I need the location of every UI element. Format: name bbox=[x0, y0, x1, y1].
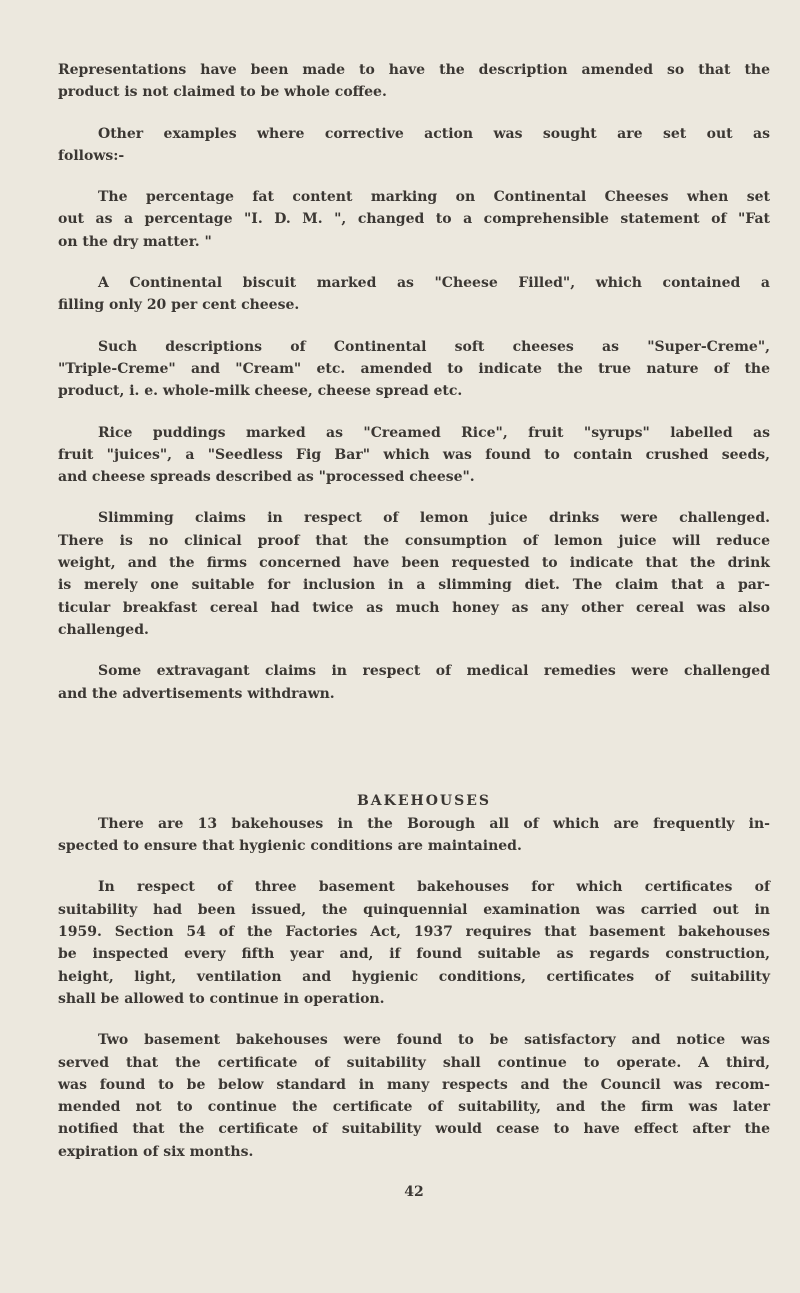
text-line: notified that the certificate of suitability would cease to have effect after the bbox=[58, 1121, 770, 1138]
text-line: and cheese spreads described as "processed cheese". bbox=[58, 469, 475, 486]
text-line: filling only 20 per cent cheese. bbox=[58, 297, 300, 314]
text-line: A Continental biscuit marked as "Cheese Filled", which contained a bbox=[98, 275, 770, 292]
paragraph bbox=[58, 422, 770, 489]
section-bakehouses bbox=[58, 813, 770, 1163]
text-line: be inspected every fifth year and, if found suitable as regards construction, bbox=[58, 946, 770, 963]
text-line: product is not claimed to be whole coffee. bbox=[58, 84, 387, 101]
paragraph bbox=[58, 876, 770, 1010]
text-line: spected to ensure that hygienic conditions are maintained. bbox=[58, 838, 522, 855]
text-line: Representations have been made to have the description amended so that the bbox=[58, 62, 770, 78]
text-line: There are 13 bakehouses in the Borough all of which are frequently in- bbox=[98, 815, 770, 832]
text-line: mended not to continue the certificate of suitability, and the firm was later bbox=[58, 1099, 770, 1116]
text-line: expiration of six months. bbox=[58, 1143, 254, 1160]
section-heading-bakehouses: BAKEHOUSES bbox=[356, 792, 492, 809]
paragraph bbox=[58, 336, 770, 403]
text-line: Slimming claims in respect of lemon juice drinks were challenged. bbox=[98, 510, 770, 527]
text-line: Such descriptions of Continental soft cheeses as "Super-Creme", bbox=[98, 338, 770, 355]
text-line: weight, and the firms concerned have been requested to indicate that the drink bbox=[58, 555, 770, 572]
text-line: served that the certificate of suitability shall continue to operate. A third, bbox=[58, 1054, 770, 1071]
paragraph bbox=[58, 59, 770, 104]
section-food-labelling bbox=[58, 59, 770, 705]
paragraph bbox=[58, 272, 770, 317]
page-number: 42 bbox=[404, 1183, 424, 1200]
text-line: follows:- bbox=[58, 147, 125, 164]
text-line: Rice puddings marked as "Creamed Rice", fruit "syrups" labelled as bbox=[98, 424, 770, 441]
text-line: In respect of three basement bakehouses for which certificates of bbox=[98, 879, 770, 896]
text-line: is merely one suitable for inclusion in a slimming diet. The claim that a par- bbox=[58, 577, 770, 594]
text-line: Other examples where corrective action was sought are set out as bbox=[98, 125, 770, 142]
text-line: There is no clinical proof that the consumption of lemon juice will reduce bbox=[58, 532, 770, 549]
text-line: Two basement bakehouses were found to be satisfactory and notice was bbox=[98, 1032, 770, 1049]
text-line: shall be allowed to continue in operation. bbox=[58, 990, 385, 1007]
text-line: 1959. Section 54 of the Factories Act, 1937 requires that basement bakehouses bbox=[58, 924, 770, 941]
paragraph bbox=[58, 123, 770, 168]
paragraph bbox=[58, 813, 770, 858]
paragraph bbox=[58, 186, 770, 253]
paragraph bbox=[58, 1029, 770, 1163]
paragraph bbox=[58, 507, 770, 641]
text-line: "Triple-Creme" and "Cream" etc. amended to indicate the true nature of the bbox=[58, 360, 770, 377]
text-line: was found to be below standard in many respects and the Council was recom- bbox=[58, 1076, 770, 1093]
paragraph bbox=[58, 660, 770, 705]
text-line: out as a percentage "I. D. M. ", changed to a comprehensible statement of "Fat bbox=[58, 211, 770, 228]
text-line: product, i. e. whole-milk cheese, cheese spread etc. bbox=[58, 383, 463, 400]
text-line: suitability had been issued, the quinquennial examination was carried out in bbox=[58, 901, 770, 918]
text-line: Some extravagant claims in respect of medical remedies were challenged bbox=[98, 663, 770, 680]
text-line: height, light, ventilation and hygienic conditions, certificates of suitability bbox=[58, 968, 770, 985]
text-line: and the advertisements withdrawn. bbox=[58, 685, 335, 702]
text-line: challenged. bbox=[58, 621, 149, 638]
text-line: The percentage fat content marking on Continental Cheeses when set bbox=[98, 189, 770, 206]
text-line: on the dry matter. " bbox=[58, 233, 212, 250]
document-page bbox=[58, 59, 770, 1203]
text-line: fruit "juices", a "Seedless Fig Bar" which was found to contain crushed seeds, bbox=[58, 446, 770, 463]
text-line: ticular breakfast cereal had twice as much honey as any other cereal was also bbox=[58, 599, 770, 616]
